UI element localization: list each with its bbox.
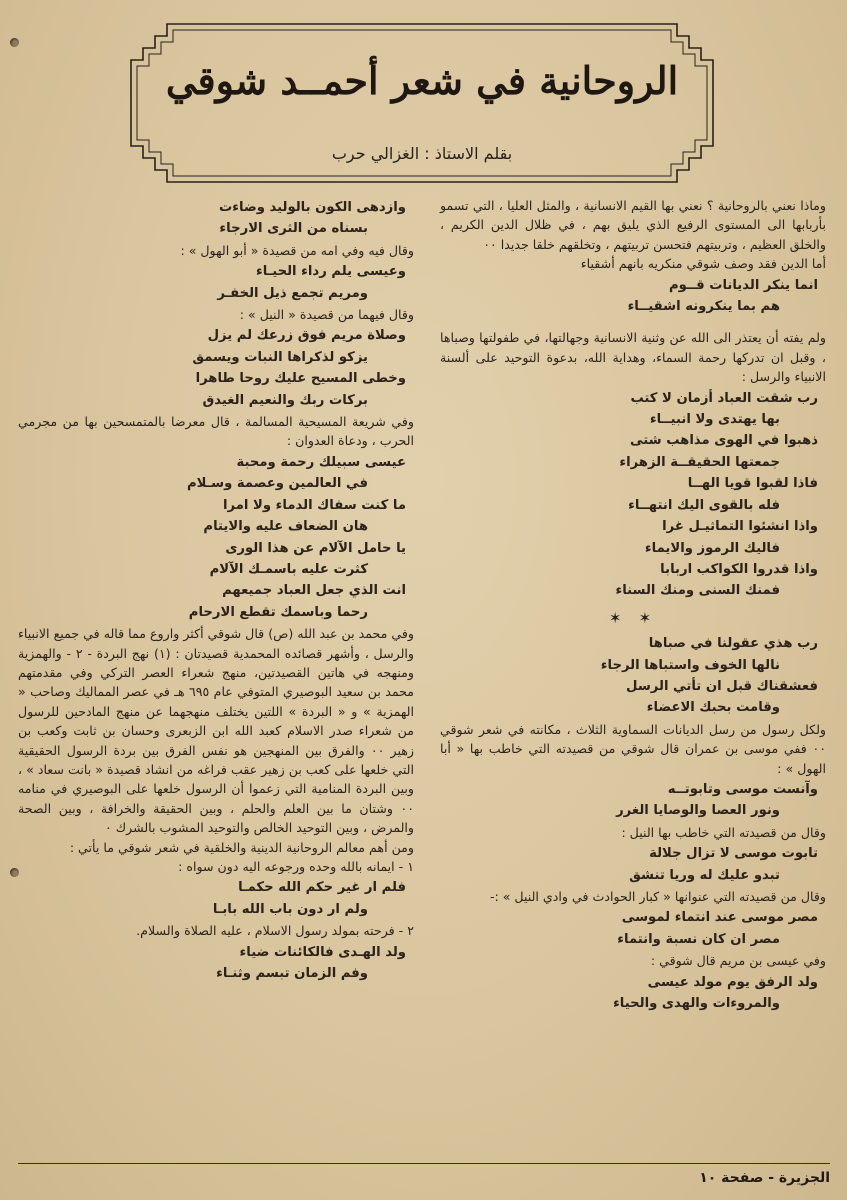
verse-second-hemistich: جمعتها الحقيقــة الزهراء (619, 454, 780, 470)
verse-first-hemistich: فاذا لقبوا قويا الهــا (687, 476, 818, 492)
binder-hole (10, 38, 19, 47)
verse-first-hemistich: رب شقت العباد أزمان لا كتب (630, 390, 818, 406)
verse-second-hemistich: ولم ار دون باب الله بابـا (212, 901, 368, 917)
verse-first-hemistich: ذهبوا في الهوى مذاهب شتى (629, 433, 818, 449)
verse-first-hemistich: انت الذي جعل العباد جميعهم (222, 583, 406, 599)
verse-second-hemistich: بها يهتدى ولا انبيــاء (649, 412, 780, 428)
verse-second-hemistich: هان الضعاف عليه والايتام (203, 519, 368, 535)
verse-first-hemistich: وآنست موسى وتابوتــه (667, 781, 818, 797)
left-text-column (18, 196, 414, 985)
prose-paragraph: ١ - ايمانه بالله وحده ورجوعه اليه دون سواه : (178, 859, 414, 874)
verse-first-hemistich: مصر موسى عند انتماء لموسى (621, 910, 818, 926)
prose-paragraph: أما الدين فقد وصف شوقي منكريه بانهم أشقياء (580, 256, 826, 272)
section-divider-stars: ✶ ✶ (608, 608, 658, 627)
verse-second-hemistich: ومريم تجمع ذيل الخفـر (217, 285, 368, 301)
verse-second-hemistich: وفم الزمان تبسم وثنـاء (216, 966, 368, 982)
prose-paragraph: وقال فيه وفي امه من قصيدة « أبو الهول » : (180, 242, 414, 258)
verse-first-hemistich: واذا قدروا الكواكب اربابا (660, 561, 818, 577)
verse-second-hemistich: كثرت عليه باسمـك الآلام (209, 561, 368, 577)
verse-second-hemistich: فاليك الرموز والايماء (644, 540, 780, 556)
verse-first-hemistich: رب هذي عقولنا في صباها (648, 636, 818, 652)
verse-second-hemistich: وقامت بحبك الاعضاء (646, 700, 780, 716)
article-byline: بقلم الاستاذ : الغزالي حرب (331, 144, 513, 163)
verse-first-hemistich: يا حامل الآلام عن هذا الورى (225, 540, 406, 556)
prose-paragraph: وفي شريعة المسيحية المسالمة ، قال معرضا بالمتمسحين بها من مجرمي الحرب ، ودعاة العدوان : (18, 414, 414, 449)
verse-first-hemistich: وخطى المسيح عليك روحا طاهرا (195, 371, 406, 387)
verse-first-hemistich: عيسى سبيلك رحمة ومحبة (236, 454, 406, 470)
prose-paragraph: وماذا نعني بالروحانية ؟ نعني بها القيم الانسانية ، والمثل العليا ، التي تسمو بأربابها الى المستوى الرفيع الذي يليق بهم ، في ظلال الدين الكريم ، والخلق العظيم ، وتربيتهم فتحسن تربيتهم ، وتخلقهم خلقا جديدا ٠٠ (440, 198, 826, 252)
verse-first-hemistich: ولد الهـدى فالكائنات ضياء (239, 944, 406, 960)
page-footer: الجزيرة - صفحة ١٠ (699, 1170, 830, 1186)
verse-first-hemistich: فعشقناك قبل ان تأتي الرسل (626, 678, 818, 694)
verse-second-hemistich: نالها الخوف واستباها الرجاء (600, 657, 780, 673)
verse-second-hemistich: فله بالقوى اليك انتهــاء (628, 497, 780, 513)
verse-second-hemistich: يزكو لذكراها النبات ويسمق (192, 349, 368, 365)
right-text-column (440, 196, 826, 1015)
article-title: الروحانية في شعر أحمــد شوقي (165, 58, 679, 103)
verse-first-hemistich: وصلاة مريم فوق زرعك لم يزل (207, 328, 406, 344)
verse-first-hemistich: تابوت موسى لا تزال جلالة (649, 846, 818, 862)
verse-second-hemistich: تبدو عليك له وريا تنشق (629, 867, 780, 883)
verse-first-hemistich: ولد الرفق يوم مولد عيسى (647, 974, 818, 990)
prose-paragraph: وقال من قصيدته التي عنوانها « كبار الحوادث في وادي النيل » :- (489, 889, 826, 904)
verse-second-hemistich: فمنك السنى ومنك السناء (615, 583, 780, 599)
spacer (440, 318, 826, 328)
verse-second-hemistich: ونور العصا والوصايا الغرر (616, 803, 780, 819)
prose-paragraph: وفي محمد بن عبد الله (ص) قال شوقي أكثر واروع مما قاله في جميع الانبياء والرسل ، وأشهر قصائده المحمدية قصيدتان : (١) نهج البردة - ٢ - والهمزية ومنهجه في هاتين القصيدتين، منهج شعراء العصر التركي وفي مقدمتهم محمد بن سعيد البوصيري المتوفي عام ٦٩٥ هـ في عصر المماليك وصاحب « الهمزية » و « البردة » اللتين يختلف منهجهما عن منهج المادحين للرسول من شعراء صدر الاسلام كعبد الله ابن الزبعرى وحسان بن ثابت وكعب بن زهير ٠٠ والفرق بين المنهجين هو نفس الفرق بين بردة الرسول الحقيقية التي خلعها على كعب بن زهير عقب فراغه من انشاد قصيدة « بانت سعاد » ، وبين البردة المنامية التي زعموا أن الرسول خلعها على البوصيري في منامه ٠٠ وشتان ما بين العلم والحلم ، وبين الحقيقة والخرافة ، وبين الصحة والمرض ، وبين التوحيد الخالص والتوحيد المشوب بالشرك ٠ (18, 626, 415, 836)
prose-paragraph: ولم يفته أن يعتذر الى الله عن وثنية الانسانية وجهالتها، في طفولتها وصباها ، وقبل ان تدركها رحمة السماء، وهداية الله، بدعوة التوحيد على ألسنة الانبياء والرسل : (440, 330, 826, 385)
verse-second-hemistich: هم بما ينكرونه اشقيــاء (627, 299, 780, 315)
verse-second-hemistich: والمروءات والهدى والحياء (613, 996, 780, 1012)
verse-second-hemistich: رحما وباسمك تقطع الارحام (188, 604, 368, 620)
verse-first-hemistich: ما كنت سفاك الدماء ولا امرا (223, 497, 406, 513)
verse-second-hemistich: في العالمين وعصمة وسـلام (186, 476, 368, 492)
verse-first-hemistich: وعيسى يلم رداء الحيـاء (256, 264, 406, 280)
prose-paragraph: وفي عيسى بن مريم قال شوقي : (650, 953, 826, 969)
prose-paragraph: ٢ - فرحته بمولد رسول الاسلام ، عليه الصلاة والسلام. (136, 923, 414, 939)
prose-paragraph: ومن أهم معالم الروحانية الدينية والخلقية في شعر شوقي ما يأتي : (69, 839, 414, 855)
verse-first-hemistich: واذا انشئوا التماثيـل غرا (662, 519, 818, 535)
verse-second-hemistich: مصر ان كان نسبة وانتماء (617, 931, 780, 947)
prose-paragraph: ولكل رسول من رسل الديانات السماوية الثلاث ، مكانته في شعر شوقي ٠٠ ففي موسى بن عمران قال شوقي من قصيدته التي خاطب بها « أبا الهول » : (440, 721, 826, 776)
title-frame (127, 22, 717, 184)
verse-first-hemistich: وازدهى الكون بالوليد وضاءت (219, 200, 406, 215)
verse-first-hemistich: انما ينكر الديانات قــوم (669, 277, 818, 293)
prose-paragraph: وقال من قصيدته التي خاطب بها النيل : (621, 824, 826, 840)
verse-first-hemistich: فلم ار غير حكم الله حكمـا (238, 880, 406, 896)
footer-rule (18, 1163, 830, 1164)
verse-second-hemistich: بركات ربك والنعيم الغيدق (202, 392, 368, 408)
prose-paragraph: وقال فيهما من قصيدة « النيل » : (239, 307, 414, 323)
verse-second-hemistich: بسناه من الثرى الارجاء (219, 221, 368, 237)
